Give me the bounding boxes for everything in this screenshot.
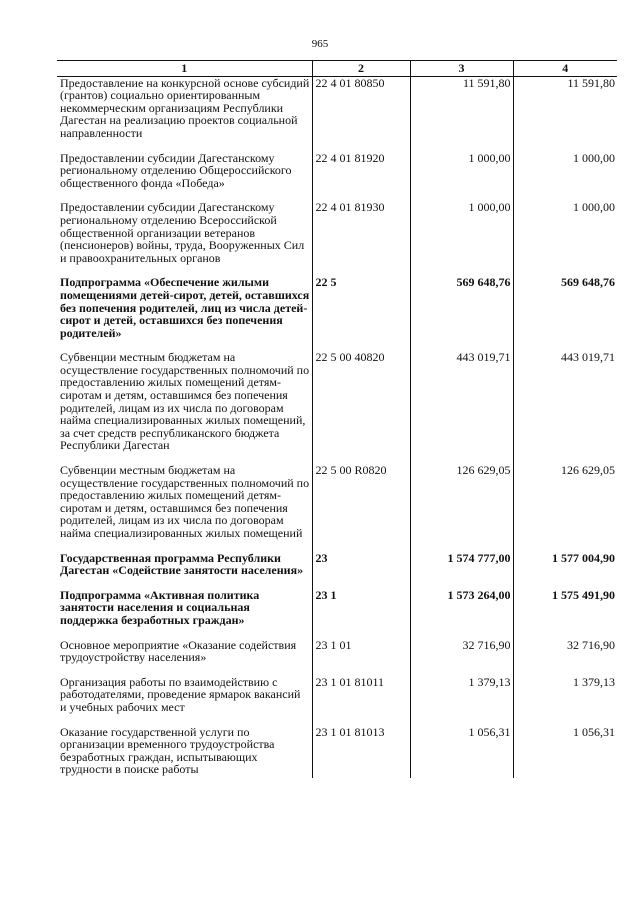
budget-table bbox=[57, 60, 617, 778]
table-row bbox=[57, 589, 617, 639]
row-name: Предоставление на конкурсной основе субсидий (грантов) социально ориентированным некоммерческим организациям Республики Дагестан на реализацию проектов социальной направленности bbox=[60, 75, 310, 140]
table-row bbox=[57, 639, 617, 676]
row-code: 22 4 01 81930 bbox=[312, 201, 410, 276]
row-amount-3: 1 000,00 bbox=[410, 152, 513, 202]
row-code: 23 1 01 81013 bbox=[312, 726, 410, 778]
row-name: Оказание государственной услуги по организации временного трудоустройства безработных граждан, испытывающих трудности в поиске работы bbox=[60, 724, 275, 777]
row-amount-3: 1 056,31 bbox=[410, 726, 513, 778]
table-row bbox=[57, 201, 617, 276]
row-name: Государственная программа Республики Дагестан «Содействие занятости населения» bbox=[60, 550, 304, 578]
header-col-1: 1 bbox=[57, 61, 312, 77]
table-row bbox=[57, 726, 617, 778]
header-col-4: 4 bbox=[513, 61, 617, 77]
row-code: 23 bbox=[312, 552, 410, 589]
table-row bbox=[57, 276, 617, 351]
row-amount-4: 569 648,76 bbox=[513, 276, 617, 351]
row-code: 22 5 bbox=[312, 276, 410, 351]
row-name: Основное мероприятие «Оказание содействия трудоустройству населения» bbox=[60, 637, 297, 665]
row-amount-4: 1 379,13 bbox=[513, 676, 617, 726]
row-amount-3: 569 648,76 bbox=[410, 276, 513, 351]
header-row bbox=[57, 61, 617, 77]
row-amount-4: 1 000,00 bbox=[513, 152, 617, 202]
header-col-3: 3 bbox=[410, 61, 513, 77]
row-name: Субвенции местным бюджетам на осуществление государственных полномочий по предоставлению жилых помещений детям-сиротам и детям, оставшимся без попечения родителей, лицам из их числа по договорам найма специализированных жилых помещений, за счет средств республиканского бюджета Республики Дагестан bbox=[60, 350, 310, 453]
row-code: 23 1 bbox=[312, 589, 410, 639]
row-name: Организация работы по взаимодействию с работодателями, проведение ярмарок вакансий и учебных рабочих мест bbox=[60, 674, 301, 714]
table-row bbox=[57, 552, 617, 589]
table-row bbox=[57, 464, 617, 552]
page-number: 965 bbox=[311, 38, 329, 50]
row-code: 22 4 01 80850 bbox=[312, 76, 410, 151]
row-code: 22 5 00 40820 bbox=[312, 351, 410, 464]
row-amount-3: 32 716,90 bbox=[410, 639, 513, 676]
row-amount-3: 11 591,80 bbox=[410, 76, 513, 151]
row-code: 22 4 01 81920 bbox=[312, 152, 410, 202]
row-amount-4: 1 577 004,90 bbox=[513, 552, 617, 589]
row-code: 23 1 01 bbox=[312, 639, 410, 676]
table-row bbox=[57, 152, 617, 202]
row-amount-3: 126 629,05 bbox=[410, 464, 513, 552]
row-amount-4: 1 000,00 bbox=[513, 201, 617, 276]
row-amount-3: 1 573 264,00 bbox=[410, 589, 513, 639]
row-amount-3: 1 574 777,00 bbox=[410, 552, 513, 589]
row-name: Субвенции местным бюджетам на осуществление государственных полномочий по предоставлению жилых помещений детям-сиротам и детям, оставшимся без попечения родителей, лицам из их числа по договорам найма специализированных жилых помещений bbox=[60, 463, 310, 540]
row-code: 23 1 01 81011 bbox=[312, 676, 410, 726]
row-amount-4: 1 575 491,90 bbox=[513, 589, 617, 639]
table-row bbox=[57, 676, 617, 726]
row-amount-4: 32 716,90 bbox=[513, 639, 617, 676]
header-col-2: 2 bbox=[312, 61, 410, 77]
row-amount-4: 126 629,05 bbox=[513, 464, 617, 552]
row-amount-4: 11 591,80 bbox=[513, 76, 617, 151]
table-row bbox=[57, 76, 617, 151]
row-amount-4: 1 056,31 bbox=[513, 726, 617, 778]
row-amount-3: 443 019,71 bbox=[410, 351, 513, 464]
row-code: 22 5 00 R0820 bbox=[312, 464, 410, 552]
row-name: Подпрограмма «Обеспечение жилыми помещениями детей-сирот, детей, оставшихся без попечения родителей, лиц из числа детей-сирот и детей, оставшихся без попечения родителей» bbox=[60, 275, 310, 340]
row-amount-4: 443 019,71 bbox=[513, 351, 617, 464]
row-amount-3: 1 000,00 bbox=[410, 201, 513, 276]
row-name: Предоставлении субсидии Дагестанскому региональному отделению Общероссийского общественного фонда «Победа» bbox=[60, 150, 292, 190]
row-name: Предоставлении субсидии Дагестанскому региональному отделению Всероссийской общественной организации ветеранов (пенсионеров) войны, труда, Вооруженных Сил и правоохранительных органов bbox=[60, 200, 305, 265]
table-row bbox=[57, 351, 617, 464]
row-name: Подпрограмма «Активная политика занятости населения и социальная поддержка безработных граждан» bbox=[60, 587, 260, 627]
row-amount-3: 1 379,13 bbox=[410, 676, 513, 726]
